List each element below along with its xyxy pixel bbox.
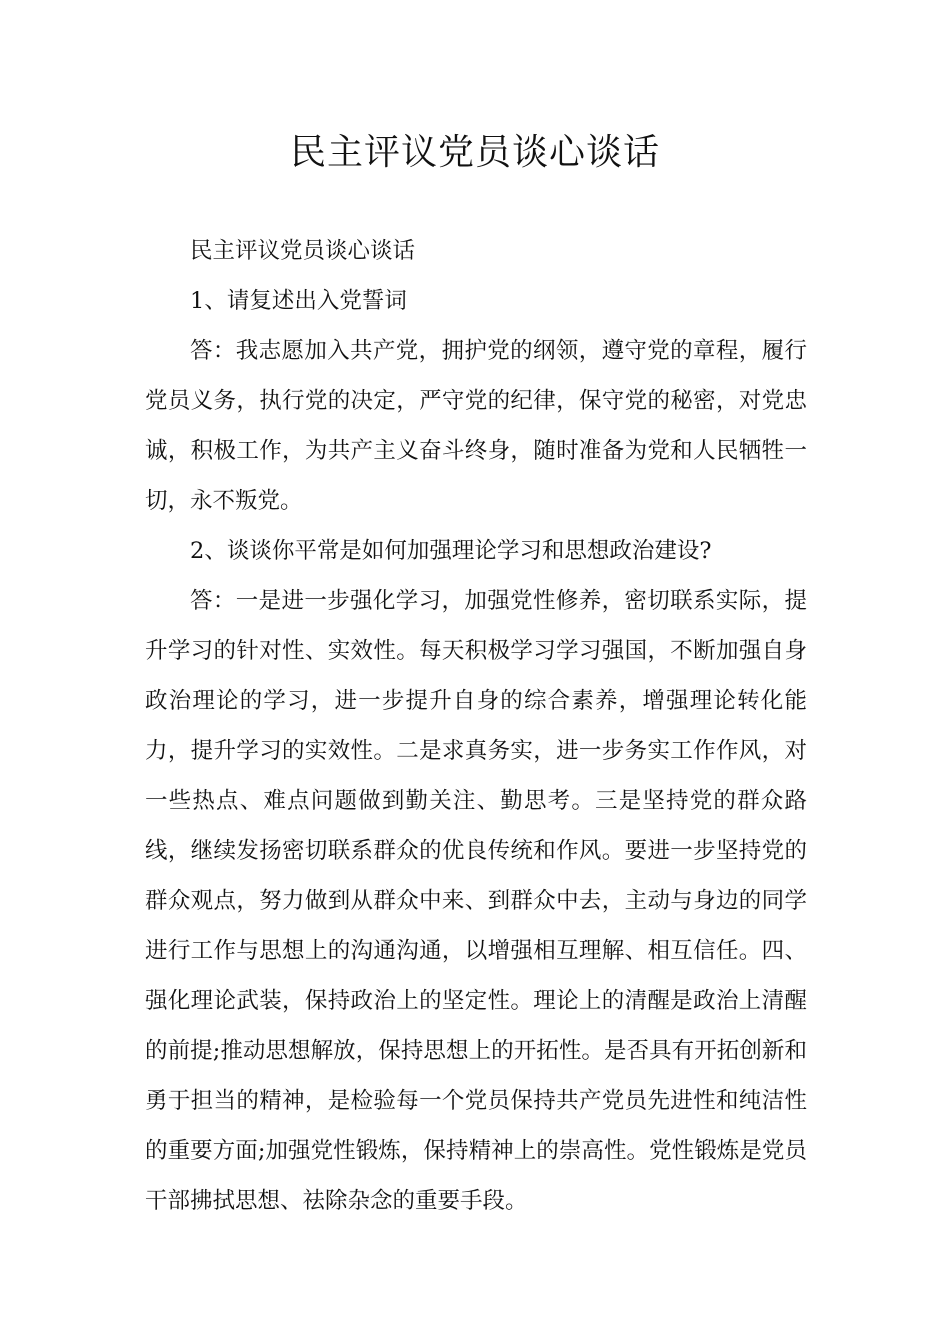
document-title: 民主评议党员谈心谈话 [289, 132, 660, 173]
answer-2: 答：一是进一步强化学习，加强党性修养，密切联系实际，提升学习的针对性、实效性。每天积极学习学习强国，不断加强自身政治理论的学习，进一步提升自身的综合素养，增强理论转化能力，提升学习的实效性。二是求真务实，进一步务实工作作风，对一些热点、难点问题做到勤关注、勤思考。三是坚持党的群众路线，继续发扬密切联系群众的优良传统和作风。要进一步坚持党的群众观点，努力做到从群众中来、到群众中去，主动与身边的同学进行工作与思想上的沟通沟通，以增强相互理解、相互信任。四、强化理论武装，保持政治上的坚定性。理论上的清醒是政治上清醒的前提;推动思想解放，保持思想上的开拓性。是否具有开拓创新和勇于担当的精神，是检验每一个党员保持共产党员先进性和纯洁性的重要方面;加强党性锻炼，保持精神上的崇高性。党性锻炼是党员干部拂拭思想、祛除杂念的重要手段。 [145, 588, 807, 1214]
question-2: 2、谈谈你平常是如何加强理论学习和思想政治建设? [190, 538, 712, 564]
question-1: 1、请复述出入党誓词 [190, 288, 407, 314]
body-heading: 民主评议党员谈心谈话 [190, 238, 416, 264]
document-body [145, 226, 807, 1226]
answer-1: 答：我志愿加入共产党，拥护党的纲领，遵守党的章程，履行党员义务，执行党的决定，严守党的纪律，保守党的秘密，对党忠诚，积极工作，为共产主义奋斗终身，随时准备为党和人民牺牲一切，永不叛党。 [145, 338, 807, 514]
